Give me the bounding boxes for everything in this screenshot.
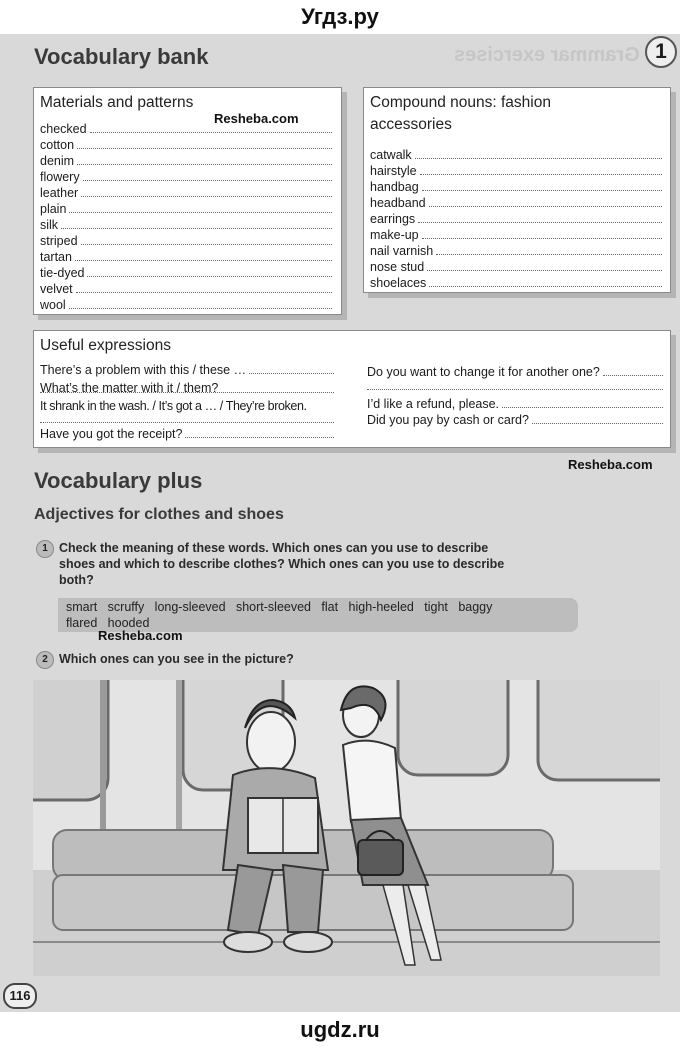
- question-2-text: Which ones can you see in the picture?: [59, 652, 294, 666]
- expression-line: Have you got the receipt?: [40, 425, 334, 441]
- word-entry: make-up: [370, 226, 662, 242]
- word-entry: velvet: [40, 280, 332, 296]
- page-number: 116: [3, 983, 37, 1009]
- word-entry: leather: [40, 184, 332, 200]
- textbook-page: [0, 34, 680, 1012]
- watermark: Resheba.com: [214, 111, 299, 126]
- watermark: Resheba.com: [98, 628, 183, 643]
- compound-title: Compound nouns: fashion accessories: [370, 94, 551, 133]
- useful-title: Useful expressions: [40, 337, 171, 354]
- expression-line: Did you pay by cash or card?: [367, 411, 663, 427]
- useful-expressions-box: [33, 330, 671, 448]
- word-entry: plain: [40, 200, 332, 216]
- question-number: 1: [36, 540, 54, 558]
- word-entry: denim: [40, 152, 332, 168]
- expression-line: Do you want to change it for another one?: [367, 363, 663, 379]
- word-entry: nail varnish: [370, 242, 662, 258]
- word-entry: silk: [40, 216, 332, 232]
- word-entry: tartan: [40, 248, 332, 264]
- question-number: 2: [36, 651, 54, 669]
- word-entry: catwalk: [370, 146, 662, 162]
- question-1-text: Check the meaning of these words. Which ones can you use to describe shoes and which to describe clothes? Which ones can you use to describe both?: [59, 541, 505, 587]
- vocabulary-plus-title: Vocabulary plus: [34, 468, 203, 493]
- train-carriage-illustration: [33, 680, 660, 976]
- word-entry: tie-dyed: [40, 264, 332, 280]
- word-box-line: smart scruffy long-sleeved short-sleeved flat high-heeled tight baggy: [66, 600, 493, 614]
- watermark: Resheba.com: [568, 457, 653, 472]
- vocabulary-bank-title: Vocabulary bank: [34, 44, 209, 69]
- word-entry: shoelaces: [370, 274, 662, 290]
- word-entry: earrings: [370, 210, 662, 226]
- unit-number-badge: 1: [645, 36, 677, 68]
- answer-line: [40, 422, 334, 423]
- word-box-line: flared hooded: [66, 616, 150, 630]
- word-entry: headband: [370, 194, 662, 210]
- word-entry: checked: [40, 120, 332, 136]
- expression-line: I’d like a refund, please.: [367, 395, 663, 411]
- word-box: [58, 598, 578, 632]
- word-entry: flowery: [40, 168, 332, 184]
- ghost-heading: Grammar exercises: [454, 44, 640, 66]
- expression-line: There’s a problem with this / these …: [40, 361, 334, 377]
- word-entry: hairstyle: [370, 162, 662, 178]
- word-entry: wool: [40, 296, 332, 312]
- materials-title: Materials and patterns: [40, 94, 194, 111]
- bottom-site-label: ugdz.ru: [300, 1017, 380, 1042]
- top-site-label: Угдз.ру: [301, 4, 379, 29]
- expression-line: What’s the matter with it / them?: [40, 381, 219, 395]
- word-entry: cotton: [40, 136, 332, 152]
- word-entry: nose stud: [370, 258, 662, 274]
- compound-nouns-box: [363, 87, 671, 293]
- section-subtitle: Adjectives for clothes and shoes: [34, 506, 284, 523]
- word-entry: striped: [40, 232, 332, 248]
- word-entry: handbag: [370, 178, 662, 194]
- answer-line: [367, 389, 663, 390]
- materials-box: [33, 87, 342, 315]
- expression-line: It shrank in the wash. / It’s got a … / They’re broken.: [40, 399, 307, 413]
- illustration: [33, 680, 660, 976]
